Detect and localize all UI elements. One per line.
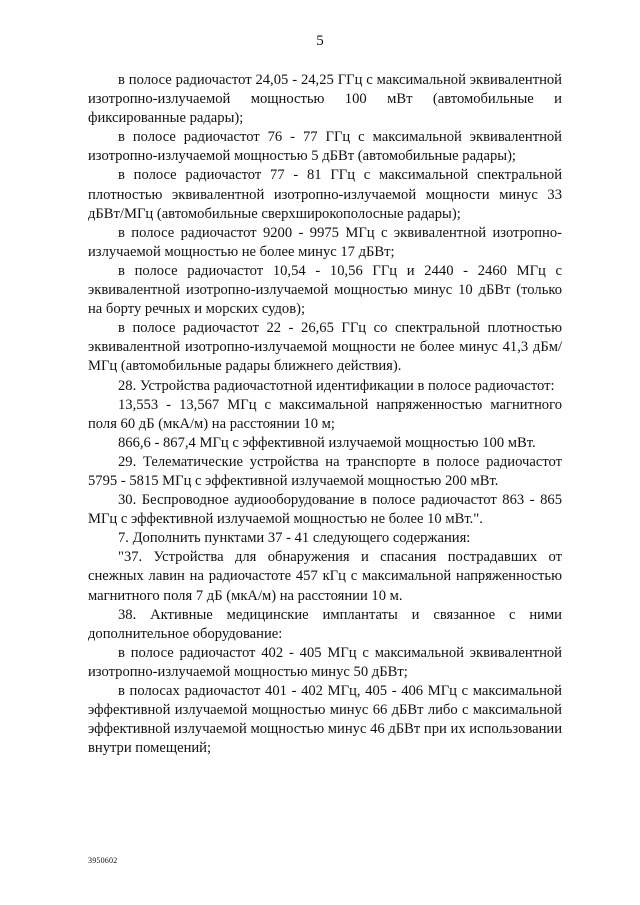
paragraph: в полосах радиочастот 401 - 402 МГц, 405 - 406 МГц с максимальной эффективной излучаемой мощностью минус 66 дБВт либо с максимальной эффективной излучаемой мощностью минус 46 дБВт при их использовании внутри помещений; [88,683,562,757]
paragraph: в полосе радиочастот 9200 - 9975 МГц с эквивалентной изотропно-излучаемой мощностью не более минус 17 дБВт; [88,224,562,260]
paragraph: в полосе радиочастот 10,54 - 10,56 ГГц и 2440 - 2460 МГц с эквивалентной изотропно-излучаемой мощностью минус 10 дБВт (только на борту речных и морских судов); [88,262,562,318]
paragraph: в полосе радиочастот 22 - 26,65 ГГц со спектральной плотностью эквивалентной изотропно-излучаемой мощности не более минус 41,3 дБм/МГц (автомобильные радары ближнего действия). [88,320,562,375]
paragraph: 7. Дополнить пунктами 37 - 41 следующего содержания: [118,530,471,547]
paragraph: 38. Активные медицинские имплантаты и связанное с ними дополнительное оборудование: [88,606,562,642]
document-code: 3950602 [88,856,118,865]
page-number: 5 [316,33,324,49]
paragraph: в полосе радиочастот 402 - 405 МГц с максимальной эквивалентной изотропно-излучаемой мощностью минус 50 дБВт; [88,644,562,680]
paragraph: "37. Устройства для обнаружения и спасания пострадавших от снежных лавин на радиочастоте 457 кГц с максимальной напряженностью магнитного поля 7 дБ (мкА/м) на расстоянии 10 м. [88,549,562,604]
paragraph: 30. Беспроводное аудиооборудование в полосе радиочастот 863 - 865 МГц с эффективной излучаемой мощностью не более 10 мВт.". [88,492,562,528]
paragraph: в полосе радиочастот 24,05 - 24,25 ГГц с максимальной эквивалентной изотропно-излучаемой мощностью 100 мВт (автомобильные и фиксированные радары); [88,72,562,127]
paragraph: 29. Телематические устройства на транспорте в полосе радиочастот 5795 - 5815 МГц с эффективной излучаемой мощностью 200 мВт. [88,453,562,489]
paragraph: в полосе радиочастот 77 - 81 ГГц с максимальной спектральной плотностью эквивалентной изотропно-излучаемой мощности минус 33 дБВт/МГц (автомобильные сверхширокополосные радары); [88,167,562,222]
paragraph: 866,6 - 867,4 МГц с эффективной излучаемой мощностью 100 мВт. [118,434,536,451]
paragraph: 13,553 - 13,567 МГц с максимальной напряженностью магнитного поля 60 дБ (мкА/м) на расстоянии 10 м; [88,396,562,432]
document-body [88,71,562,758]
paragraph: в полосе радиочастот 76 - 77 ГГц с максимальной эквивалентной изотропно-излучаемой мощностью 5 дБВт (автомобильные радары); [88,129,562,165]
paragraph: 28. Устройства радиочастотной идентификации в полосе радиочастот: [118,377,555,394]
